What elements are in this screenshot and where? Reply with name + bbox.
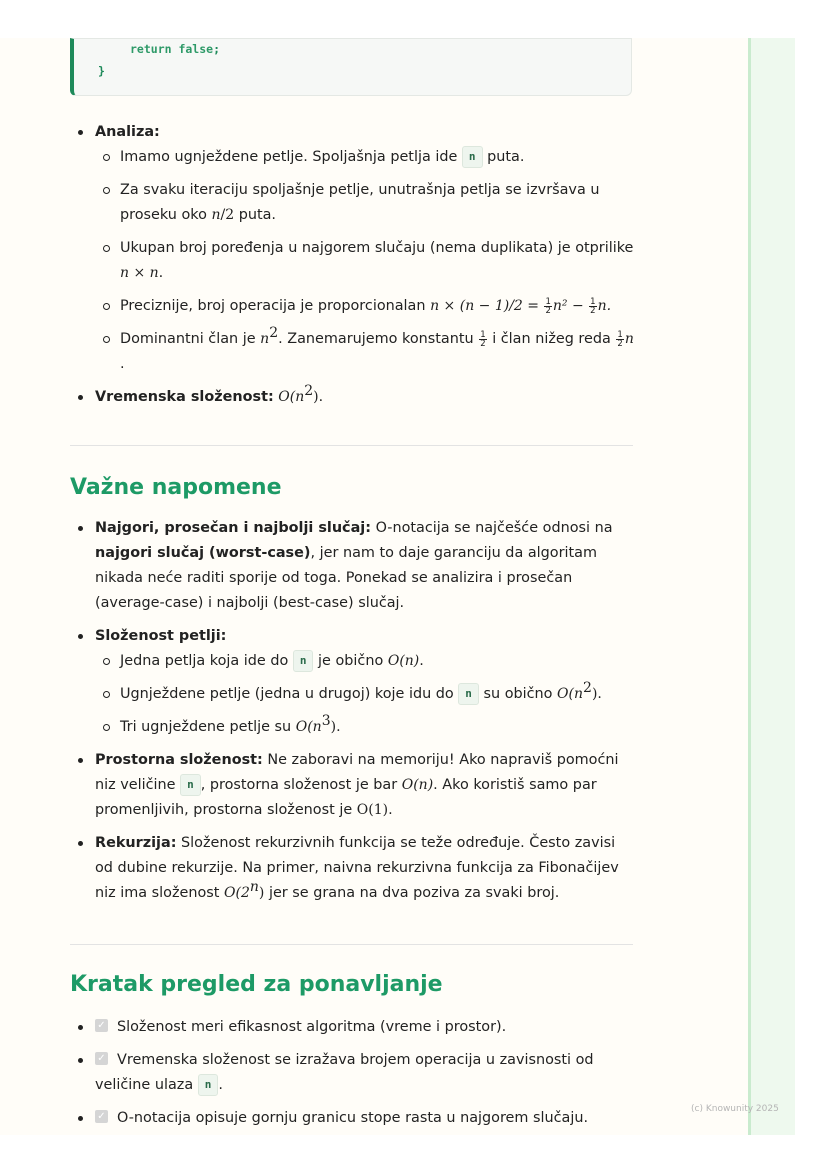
analysis-text: puta. bbox=[234, 207, 277, 223]
review-text: Složenost meri efikasnost algoritma (vreme i prostor). bbox=[117, 1019, 507, 1035]
divider bbox=[70, 445, 633, 446]
note-text: Složenost rekurzivnih funkcija se teže određuje. Često zavisi od dubine rekurzije. Na primer, naivna rekurzivna funkcija za Fibonačijev niz ima složenost bbox=[95, 835, 619, 901]
math-expression: O(n bbox=[278, 389, 305, 405]
loop-subitem bbox=[95, 682, 635, 707]
exponent: 2 bbox=[304, 383, 314, 400]
analysis-sublist bbox=[95, 145, 635, 377]
checkbox-icon: ✓ bbox=[95, 1019, 108, 1032]
math-expression: ) bbox=[258, 885, 265, 901]
time-complexity-label: Vremenska složenost: bbox=[95, 389, 274, 405]
analysis-text: . bbox=[158, 265, 164, 281]
analysis-text: Dominantni član je bbox=[120, 331, 261, 347]
code-semicolon: ; bbox=[213, 42, 221, 56]
analysis-text: Preciznije, broj operacija je proporcionalan bbox=[120, 298, 431, 314]
note-text: Ugnježdene petlje (jedna u drugoj) koje idu do bbox=[120, 686, 459, 702]
note-text: O-notacija se najčešće odnosi na bbox=[371, 520, 613, 536]
review-item bbox=[70, 1048, 635, 1098]
math-expression: O(n bbox=[557, 686, 584, 702]
note-label: Rekurzija: bbox=[95, 835, 177, 851]
loop-subitem bbox=[95, 715, 635, 740]
note-label: Složenost petlji: bbox=[95, 628, 227, 644]
note-text: Tri ugnježdene petlje su bbox=[120, 719, 296, 735]
fraction-half: $\frac{1}{2}$ bbox=[480, 329, 486, 349]
math-expression: ). bbox=[330, 719, 341, 735]
exponent: n bbox=[249, 879, 259, 896]
math-expression: ). bbox=[313, 389, 324, 405]
note-item bbox=[70, 831, 635, 906]
analysis-subitem bbox=[95, 327, 635, 377]
exponent: 3 bbox=[321, 713, 331, 730]
note-text: su obično bbox=[478, 686, 558, 702]
math-expression: n bbox=[211, 207, 221, 223]
footer-copyright: (c) Knowunity 2025 bbox=[691, 1104, 779, 1114]
note-text: , jer nam to daje garanciju da algoritam nikada neće raditi sporije od toga. Ponekad se analizira i prosečan (average-case) i najbolji (best-case) slučaj. bbox=[95, 545, 597, 611]
divider bbox=[70, 944, 633, 945]
analysis-text: Ukupan broj poređenja u najgorem slučaju (nema duplikata) je otprilike bbox=[120, 240, 634, 256]
section-title-vazne-napomene: Važne napomene bbox=[70, 475, 282, 500]
math-expression: n × n bbox=[120, 265, 159, 281]
code-chip: n bbox=[458, 683, 479, 705]
fraction-half: $\frac{1}{2}$ bbox=[617, 329, 623, 349]
note-item bbox=[70, 624, 635, 740]
math-expression: O(n) bbox=[387, 653, 420, 669]
analysis-text: i član nižeg reda bbox=[487, 331, 616, 347]
checkbox-icon: ✓ bbox=[95, 1110, 108, 1123]
analysis-subitem bbox=[95, 236, 635, 286]
note-bold-text: najgori slučaj (worst-case) bbox=[95, 545, 311, 561]
analysis-subitem bbox=[95, 178, 635, 228]
note-text: Ne zaboravi na memoriju! Ako napraviš pomoćni niz veličine bbox=[95, 752, 619, 793]
analysis-list bbox=[70, 120, 635, 410]
note-label: Najgori, prosečan i najbolji slučaj: bbox=[95, 520, 371, 536]
notes-list bbox=[70, 516, 635, 906]
math-expression: n × (n − 1)/2 = bbox=[430, 298, 544, 314]
math-expression: /2 bbox=[220, 207, 235, 223]
review-item bbox=[70, 1015, 635, 1040]
checkbox-icon: ✓ bbox=[95, 1052, 108, 1065]
loop-sublist bbox=[95, 649, 635, 740]
math-expression: n bbox=[260, 331, 270, 347]
note-text: jer se grana na dva poziva za svaki broj. bbox=[264, 885, 560, 901]
note-item bbox=[70, 516, 635, 616]
exponent: 2 bbox=[269, 325, 279, 342]
review-text: . bbox=[218, 1077, 223, 1093]
analysis-item bbox=[70, 120, 635, 377]
analysis-text: . Zanemarujemo konstantu bbox=[278, 331, 479, 347]
code-line-return bbox=[130, 42, 220, 56]
review-list bbox=[70, 1015, 635, 1131]
analysis-subitem bbox=[95, 145, 635, 170]
exponent: 2 bbox=[583, 680, 592, 697]
math-expression: ). bbox=[591, 686, 602, 702]
math-expression: O(2 bbox=[224, 885, 250, 901]
math-expression: n bbox=[624, 331, 634, 347]
note-text: je obično bbox=[313, 653, 388, 669]
analysis-subitem bbox=[95, 294, 635, 319]
analysis-text: Za svaku iteraciju spoljašnje petlje, unutrašnja petlja se izvršava u proseku oko bbox=[120, 182, 600, 223]
fraction-half: $\frac{1}{2}$ bbox=[545, 296, 551, 316]
note-text: Jedna petlja koja ide do bbox=[120, 653, 293, 669]
code-return-keyword: return false bbox=[130, 42, 214, 56]
math-expression: O(n) bbox=[401, 777, 434, 793]
loop-subitem bbox=[95, 649, 635, 674]
section-title-kratak-pregled: Kratak pregled za ponavljanje bbox=[70, 972, 443, 997]
note-text: , prostorna složenost je bar bbox=[200, 777, 402, 793]
code-chip: n bbox=[293, 650, 314, 672]
note-text: . Ako koristiš samo par promenljivih, prostorna složenost je bbox=[95, 777, 597, 818]
math-expression: O(n bbox=[295, 719, 322, 735]
review-text: O-notacija opisuje gornju granicu stope rasta u najgorem slučaju. bbox=[117, 1110, 589, 1126]
math-expression: n. bbox=[597, 298, 612, 314]
math-expression: n² − bbox=[552, 298, 589, 314]
code-chip: n bbox=[462, 146, 483, 168]
analysis-text: Imamo ugnježdene petlje. Spoljašnja petlja ide bbox=[120, 149, 462, 165]
fraction-half: $\frac{1}{2}$ bbox=[590, 296, 596, 316]
math-expression: O(1) bbox=[356, 802, 389, 818]
note-label: Prostorna složenost: bbox=[95, 752, 263, 768]
code-chip: n bbox=[198, 1074, 219, 1096]
code-line-brace: } bbox=[98, 64, 105, 78]
analysis-text: puta. bbox=[482, 149, 525, 165]
time-complexity-item bbox=[70, 385, 635, 410]
side-panel bbox=[748, 38, 795, 1135]
note-text: . bbox=[419, 653, 424, 669]
review-text: Vremenska složenost se izražava brojem operacija u zavisnosti od veličine ulaza bbox=[95, 1052, 594, 1093]
analysis-label: Analiza: bbox=[95, 124, 160, 140]
code-block bbox=[70, 38, 632, 96]
review-item bbox=[70, 1106, 635, 1131]
note-text: . bbox=[388, 802, 393, 818]
analysis-text: . bbox=[120, 356, 125, 372]
code-chip: n bbox=[180, 774, 201, 796]
note-item bbox=[70, 748, 635, 823]
